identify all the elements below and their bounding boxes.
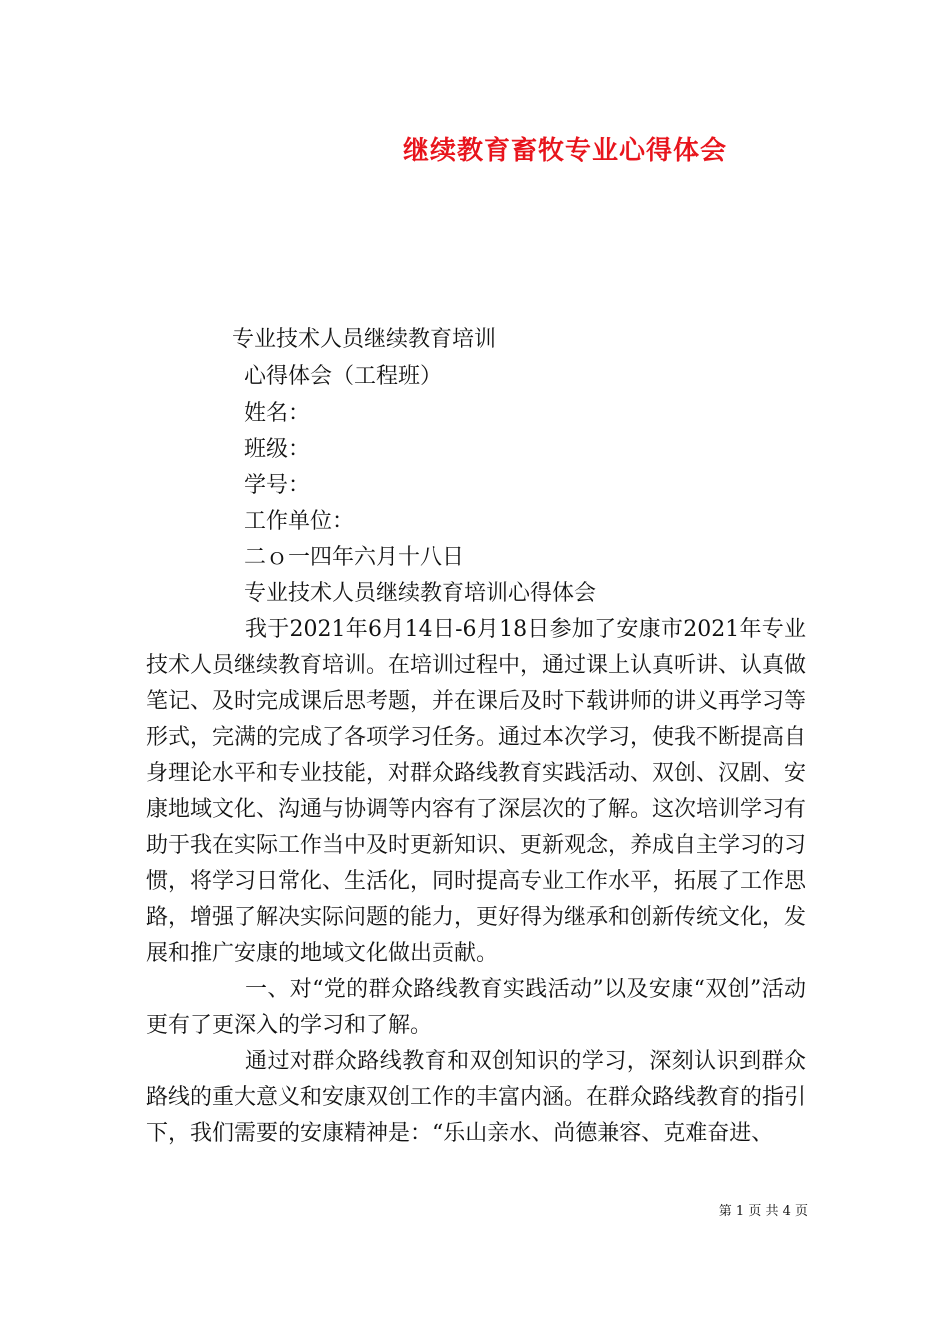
- header-line-class: 班级：: [244, 437, 311, 462]
- body-text: [146, 612, 806, 1152]
- header-line-name: 姓名：: [244, 401, 311, 426]
- paragraph: 我于2021年6月14日-6月18日参加了安康市2021年专业技术人员继续教育培训。在培训过程中，通过课上认真听讲、认真做笔记、及时完成课后思考题，并在课后及时下载讲师的讲义再学习等形式，完满的完成了各项学习任务。通过本次学习，使我不断提高自身理论水平和专业技能，对群众路线教育实践活动、双创、汉剧、安康地域文化、沟通与协调等内容有了深层次的了解。这次培训学习有助于我在实际工作当中及时更新知识、更新观念，养成自主学习的习惯，将学习日常化、生活化，同时提高专业工作水平，拓展了工作思路，增强了解决实际问题的能力，更好得为继承和创新传统文化，发展和推广安康的地域文化做出贡献。: [146, 617, 807, 966]
- header-line-student-id: 学号：: [244, 473, 311, 498]
- paragraph: 通过对群众路线教育和双创知识的学习，深刻认识到群众路线的重大意义和安康双创工作的丰富内涵。在群众路线教育的指引下，我们需要的安康精神是：“乐山亲水、尚德兼容、克难奋进、: [146, 1049, 807, 1146]
- paragraph: 一、对“党的群众路线教育实践活动”以及安康“双创”活动更有了更深入的学习和了解。: [146, 977, 806, 1038]
- header-line-course: 专业技术人员继续教育培训: [232, 327, 497, 352]
- header-line-subtitle: 心得体会（工程班）: [244, 364, 443, 389]
- header-line-workplace: 工作单位：: [244, 509, 355, 534]
- page-title: 继续教育畜牧专业心得体会: [402, 136, 727, 166]
- page-number-footer: 第 1 页 共 4 页: [718, 1204, 808, 1219]
- header-line-date: 二ｏ一四年六月十八日: [244, 545, 465, 570]
- header-line-heading: 专业技术人员继续教育培训心得体会: [244, 581, 597, 606]
